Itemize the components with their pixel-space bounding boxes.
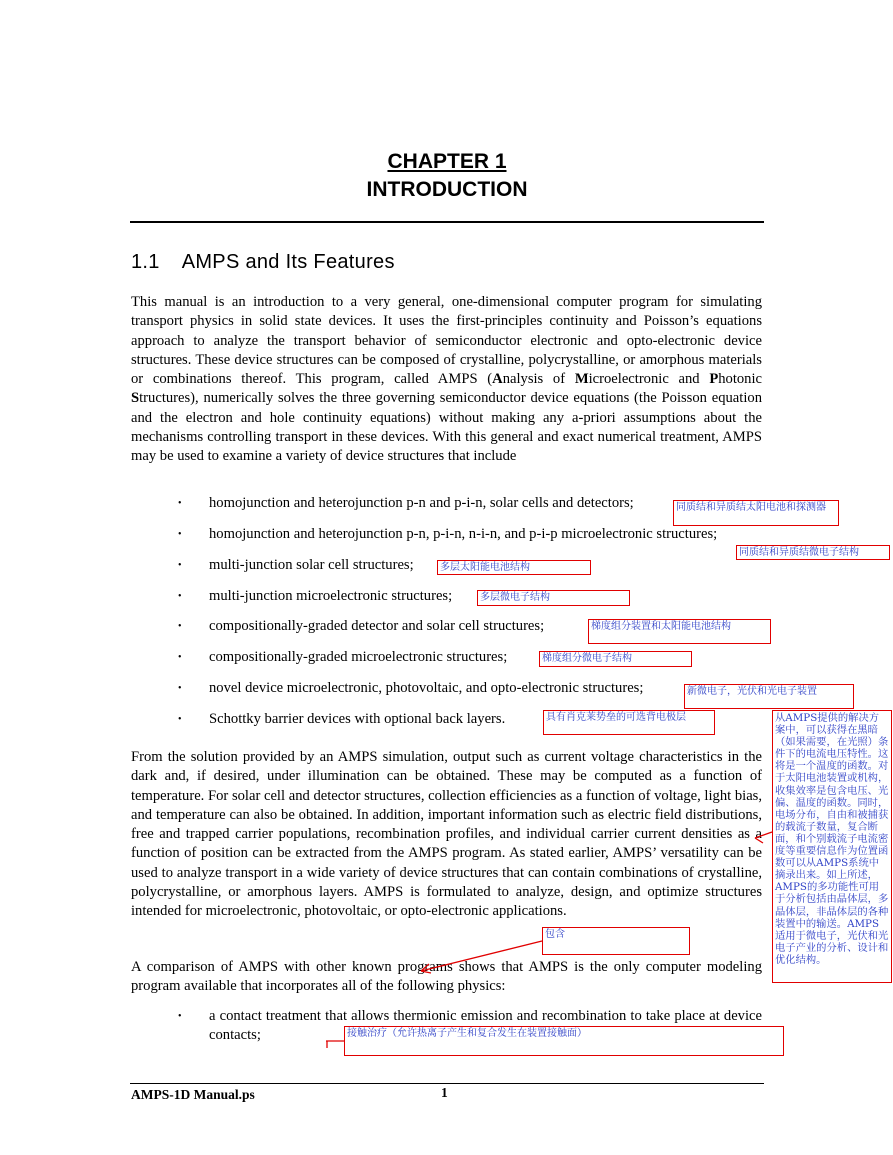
list-item-text: homojunction and heterojunction p-n, p-i-n, n-i-n, and p-i-p microelectronic structures; — [209, 526, 718, 542]
bullet-icon: • — [178, 621, 182, 632]
bullet-icon: • — [178, 498, 182, 509]
acronym-a-rest: nalysis of — [502, 371, 575, 388]
footer-rule — [130, 1083, 764, 1084]
paragraph-output: From the solution provided by an AMPS simulation, output such as current voltage characteristics in the dark and, if desired, under illumination can be obtained. These may be computed as a function of temperature. For solar cell and detector structures, collection efficiencies as a function of voltage, light bias, and temperature can also be obtained. In addition, important information such as electric field distributions, free and trapped carrier populations, recombination profiles, and individual carrier current densities as a function of position can be extracted from the AMPS program. As stated earlier, AMPS’ versatility can be used to analyze transport in a wide variety of device structures that can contain combinations of crystalline, polycrystalline, or amorphous layers. AMPS is formulated to analyze, design, and optimize structures intended for microelectronic, photovoltaic, or opto-electronic applications. — [131, 749, 762, 920]
chapter-subtitle: INTRODUCTION — [366, 178, 528, 201]
annotation-note[interactable]: 多层微电子结构 — [477, 590, 630, 606]
paragraph-intro-text: This manual is an introduction to a very general, one-dimensional computer program for simulating transport physics in solid state devices. It uses the first-principles continuity and Poisson’s equations approach to analyze the transport behavior of semiconductor electronic and opto-electronic device structures. These device structures can be composed of crystalline, polycrystalline, or amorphous materials or combinations thereof. This program, called AMPS ( — [131, 294, 762, 388]
annotation-note[interactable]: 具有肖克莱势垒的可选背电极层 — [543, 710, 715, 735]
section-number: 1.1 — [131, 251, 160, 273]
annotation-note[interactable]: 新微电子，光伏和光电子装置 — [684, 684, 854, 709]
acronym-a: A — [492, 371, 503, 388]
bullet-icon: • — [178, 529, 182, 540]
list-item-text: compositionally-graded microelectronic structures; — [209, 649, 508, 665]
bullet-icon: • — [178, 714, 182, 725]
annotation-note[interactable]: 接触治疗（允许热离子产生和复合发生在装置接触面） — [344, 1026, 784, 1056]
section-title: AMPS and Its Features — [181, 251, 395, 273]
chapter-title: CHAPTER 1 — [387, 150, 507, 173]
acronym-m: M — [574, 371, 589, 388]
bullet-icon: • — [178, 652, 182, 663]
annotation-sidebar-note[interactable]: 从AMPS提供的解决方案中，可以获得在黑暗（如果需要，在光照）条件下的电流电压特性。这将是一个温度的函数。对于太阳电池装置或机构，收集效率是包含电压、光偏、温度的函数。同时，电场分布，自由和被捕获的载流子数量，复合断面，和个别载流子电流密度等重要信息作为位置函数可以从AMPS系统中摘录出来。如上所述，AMPS的多功能性可用于分析包括由晶体层，多晶体层，非晶体层的各种装置中的输送。AMPS适用于微电子，光伏和光电子产业的分析、设计和优化结构。 — [772, 710, 892, 983]
acronym-p: P — [709, 371, 719, 388]
annotation-note[interactable]: 多层太阳能电池结构 — [437, 560, 591, 575]
acronym-s-rest: tructures), numerically solves the three governing semiconductor device equations (the Poisson equation and the electron and hole continuity equations) without making any a-priori assumptions about the mechanisms controlling transport in these devices. With this general and exact numerical treatment, AMPS may be used to examine a variety of device structures that include — [131, 390, 762, 465]
acronym-m-rest: icroelectronic and — [588, 371, 710, 388]
list-item-text: compositionally-graded detector and solar cell structures; — [209, 618, 545, 634]
footer-page-number: 1 — [441, 1085, 448, 1100]
annotation-note[interactable]: 梯度组分装置和太阳能电池结构 — [588, 619, 771, 644]
list-item-text: multi-junction microelectronic structures; — [209, 588, 453, 604]
list-item-text: Schottky barrier devices with optional back layers. — [209, 711, 506, 727]
list-item-text: novel device microelectronic, photovoltaic, and opto-electronic structures; — [209, 680, 644, 696]
annotation-note[interactable]: 梯度组分微电子结构 — [539, 651, 692, 667]
list-item-text: multi-junction solar cell structures; — [209, 557, 414, 573]
annotation-note[interactable]: 同质结和异质结太阳电池和探测器 — [673, 500, 839, 526]
annotation-pointer-icon — [326, 1041, 344, 1048]
acronym-s: S — [131, 390, 140, 407]
bullet-icon: • — [178, 1011, 182, 1022]
bullet-icon: • — [178, 560, 182, 571]
annotation-note[interactable]: 同质结和异质结微电子结构 — [736, 545, 890, 560]
annotation-arrow-icon — [421, 941, 542, 973]
footer-doc-name: AMPS-1D Manual.ps — [131, 1087, 255, 1102]
list-item-text: a contact treatment that allows thermionic emission and recombination to take place at device contacts; — [209, 1008, 762, 1043]
bullet-icon: • — [178, 683, 182, 694]
annotation-note[interactable]: 包含 — [542, 927, 690, 955]
paragraph-comparison: A comparison of AMPS with other known programs shows that AMPS is the only computer modeling program available that incorporates all of the following physics: — [131, 959, 762, 995]
sidebar-pointer-icon — [755, 832, 772, 843]
list-item-text: homojunction and heterojunction p-n and p-i-n, solar cells and detectors; — [209, 495, 634, 511]
bullet-icon: • — [178, 591, 182, 602]
acronym-p-rest: hotonic — [718, 371, 763, 388]
